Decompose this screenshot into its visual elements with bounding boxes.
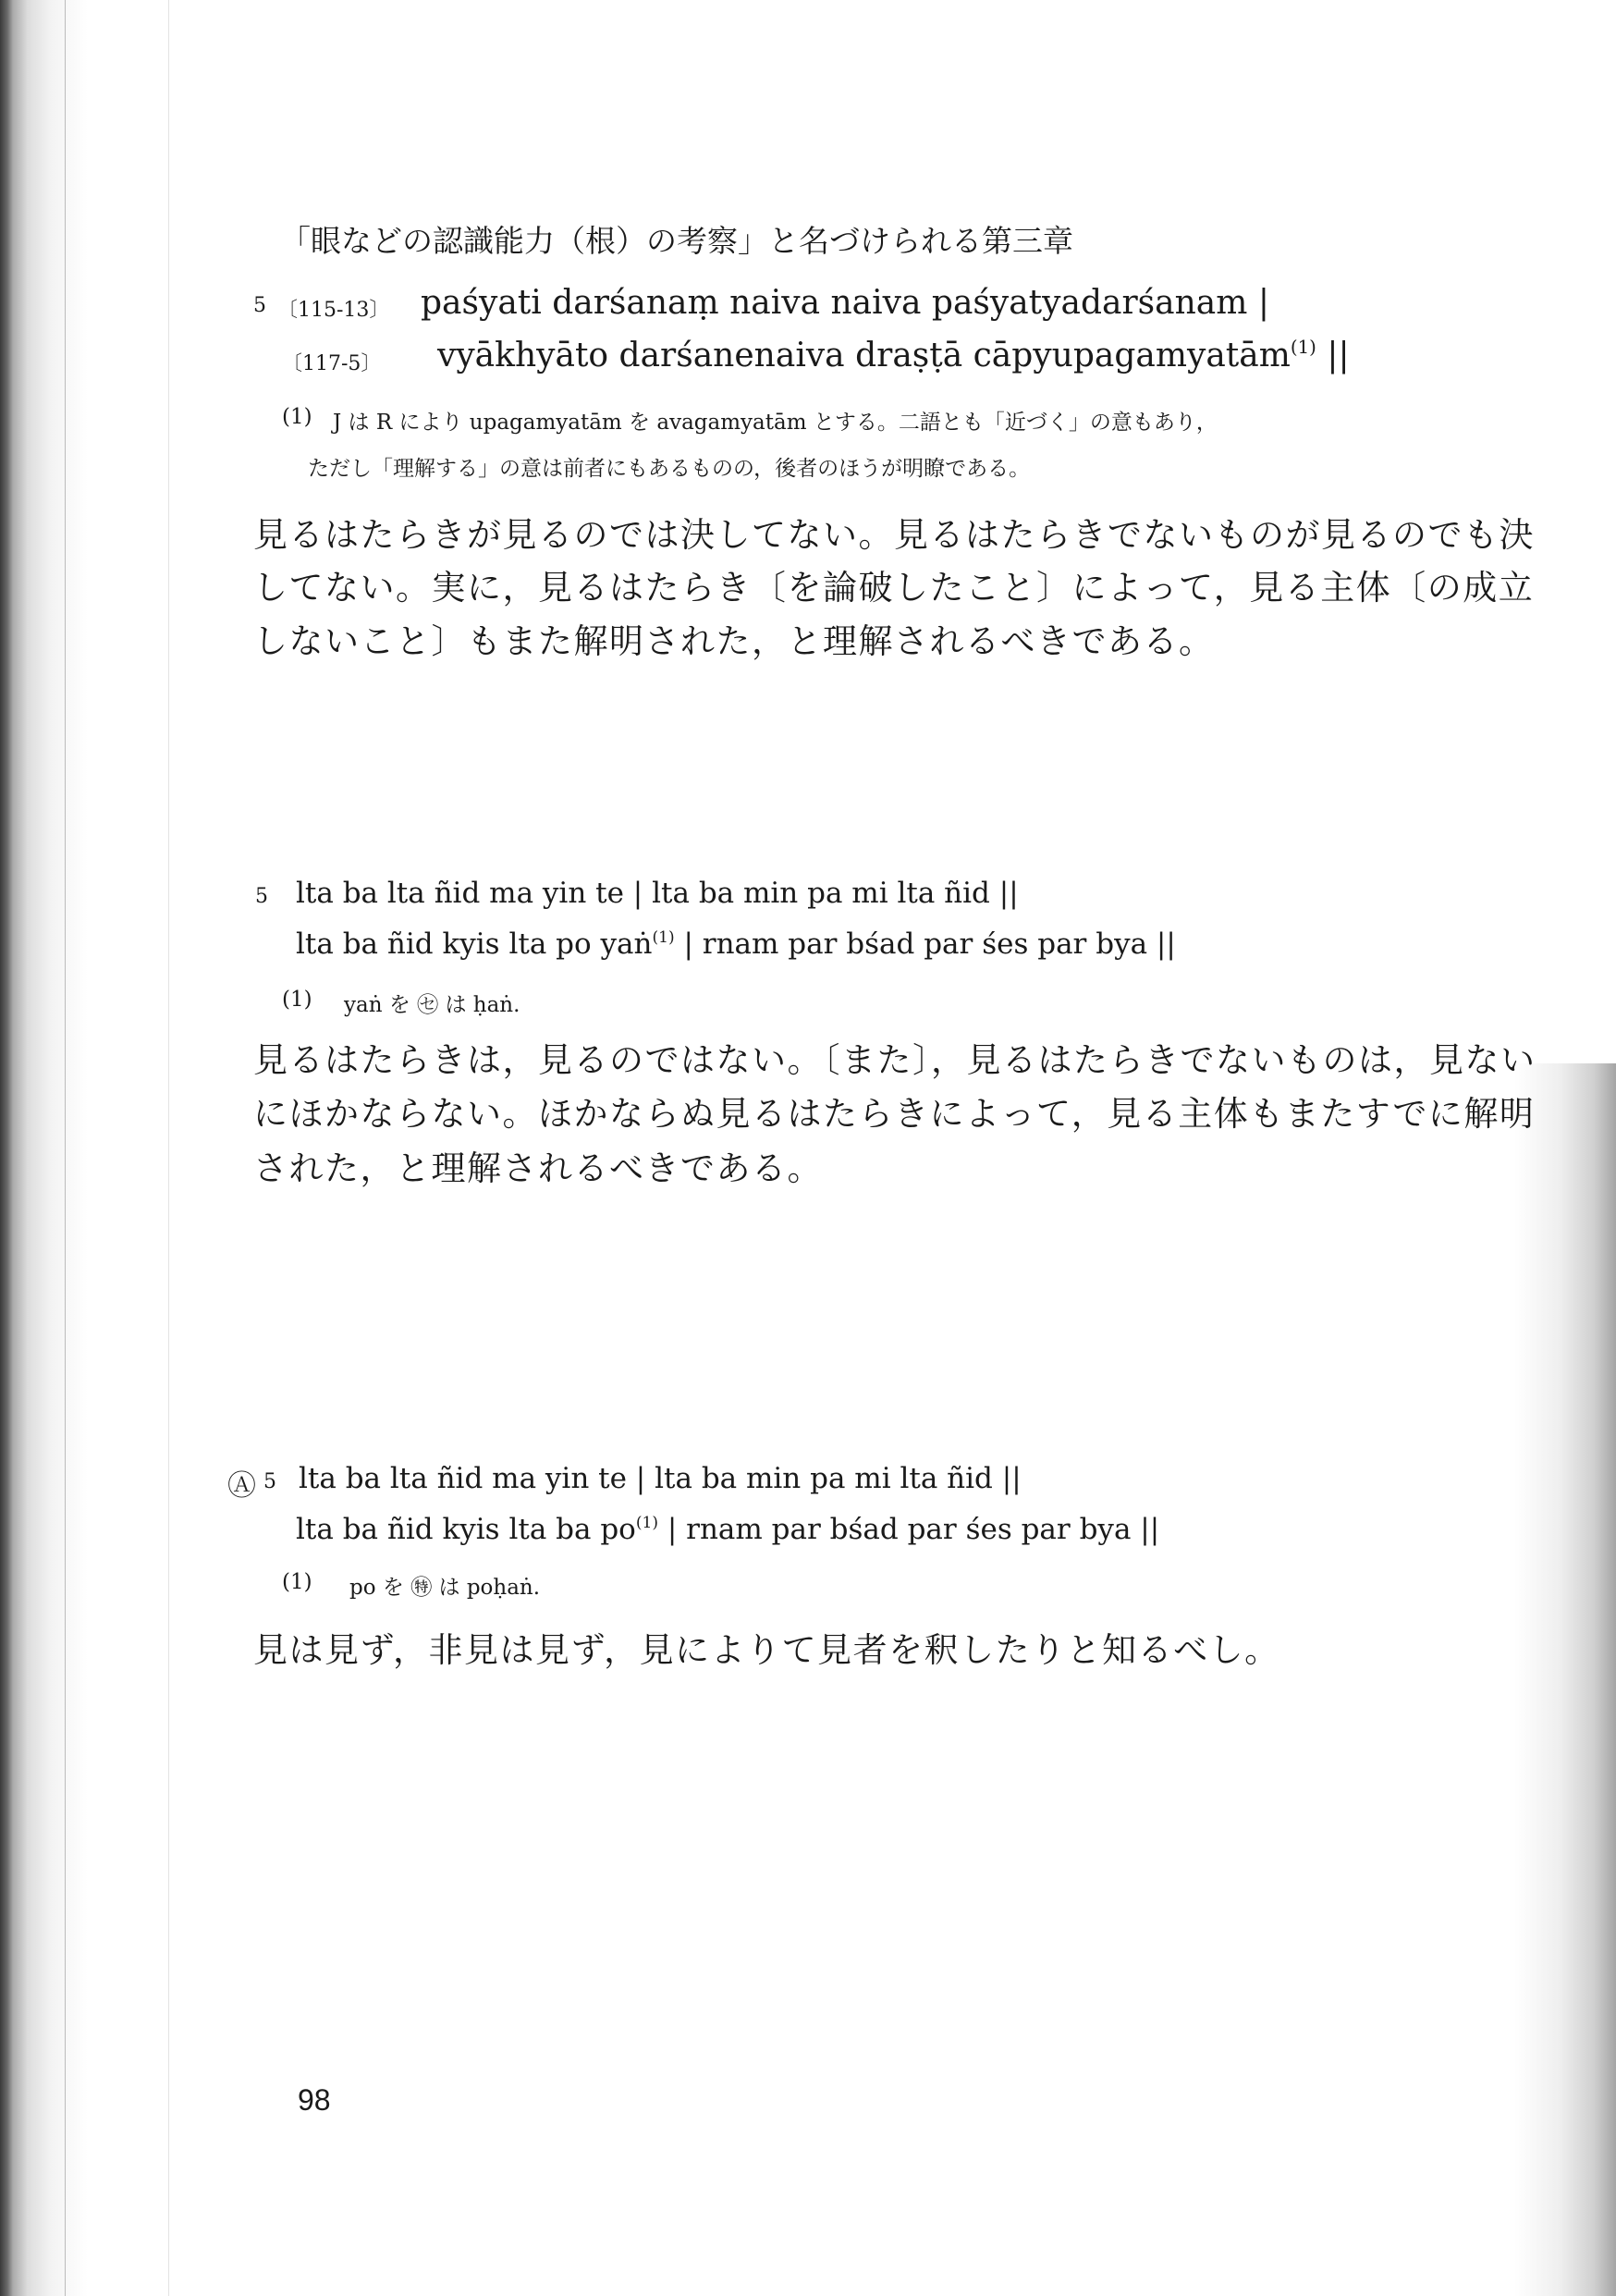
japanese-translation-line: された，と理解されるべきである。 [253,1148,823,1188]
book-binding-shadow [0,0,88,2296]
footnote-text: po を ㊕ は poḥaṅ. [349,1576,541,1600]
footnote-text: J は R により upagamyatām を avagamyatām とする。二語とも「近づく」の意もあり， [333,411,1218,435]
tibetan-verse-line: lta ba lta ñid ma yin te | lta ba min pa mi lta ñid || [296,877,1019,910]
binding-line [65,0,66,2296]
footnote-text: yaṅ を ㋝ は ḥaṅ. [344,993,520,1017]
chinese-reading-line: 見は見ず，非見は見ず，見によりて見者を釈したりと知るべし。 [253,1630,1280,1670]
japanese-translation-line: しないこと〕もまた解明された，と理解されるべきである。 [253,621,1215,661]
japanese-translation-line: にほかならない。ほかならぬ見るはたらきによって，見る主体もまたすでに解明 [253,1094,1536,1134]
verse-number: 5 [263,1470,276,1493]
footnote-number: (1) [282,988,312,1012]
footnote-marker: (1) [635,1514,658,1533]
footnote-marker: (1) [652,928,675,948]
tibetan-verse-text: lta ba ñid kyis lta po yaṅ [296,927,653,961]
tibetan-verse-text: lta ba ñid kyis lta ba po [296,1513,636,1546]
footnote-text: ただし「理解する」の意は前者にもあるものの，後者のほうが明瞭である。 [308,457,1031,481]
verse-number: 5 [253,294,266,317]
chapter-heading: 「眼などの認識能力（根）の考察」と名づけられる第三章 [280,223,1073,259]
verse-number: 5 [255,885,268,908]
footnote-number: (1) [282,405,312,429]
tibetan-verse-line: lta ba lta ñid ma yin te | lta ba min pa mi lta ñid || [299,1462,1022,1495]
japanese-translation-line: してない。実に，見るはたらき〔を論破したこと〕によって，見る主体〔の成立 [253,568,1535,608]
footnote-number: (1) [282,1570,312,1594]
binding-line [168,0,169,2296]
japanese-translation-line: 見るはたらきは，見るのではない。〔また〕，見るはたらきでないものは，見ない [253,1040,1536,1080]
verse-end-mark: || [1327,337,1350,374]
tibetan-verse-text: | rnam par bśad par śes par bya || [667,1513,1160,1546]
sanskrit-verse-text: vyākhyāto darśanenaiva draṣṭā cāpyupagamyatām [437,337,1291,374]
tibetan-verse-text: | rnam par bśad par śes par bya || [683,927,1176,961]
circled-a-mark: Ⓐ [227,1469,256,1503]
tibetan-verse-line [296,927,1176,961]
footnote-marker: (1) [1290,337,1316,359]
japanese-translation-line: 見るはたらきが見るのでは決してない。見るはたらきでないものが見るのでも決 [253,515,1535,555]
sanskrit-verse-line [437,337,1350,374]
sanskrit-verse-line: paśyati darśanaṃ naiva naiva paśyatyadarśanam | [421,284,1269,322]
tibetan-verse-line [296,1513,1159,1546]
verse-reference: 〔117-5〕 [282,352,382,375]
verse-reference: 〔115-13〕 [277,299,390,322]
page-edge-shadow [1514,1063,1616,2296]
page-number: 98 [298,2083,331,2117]
